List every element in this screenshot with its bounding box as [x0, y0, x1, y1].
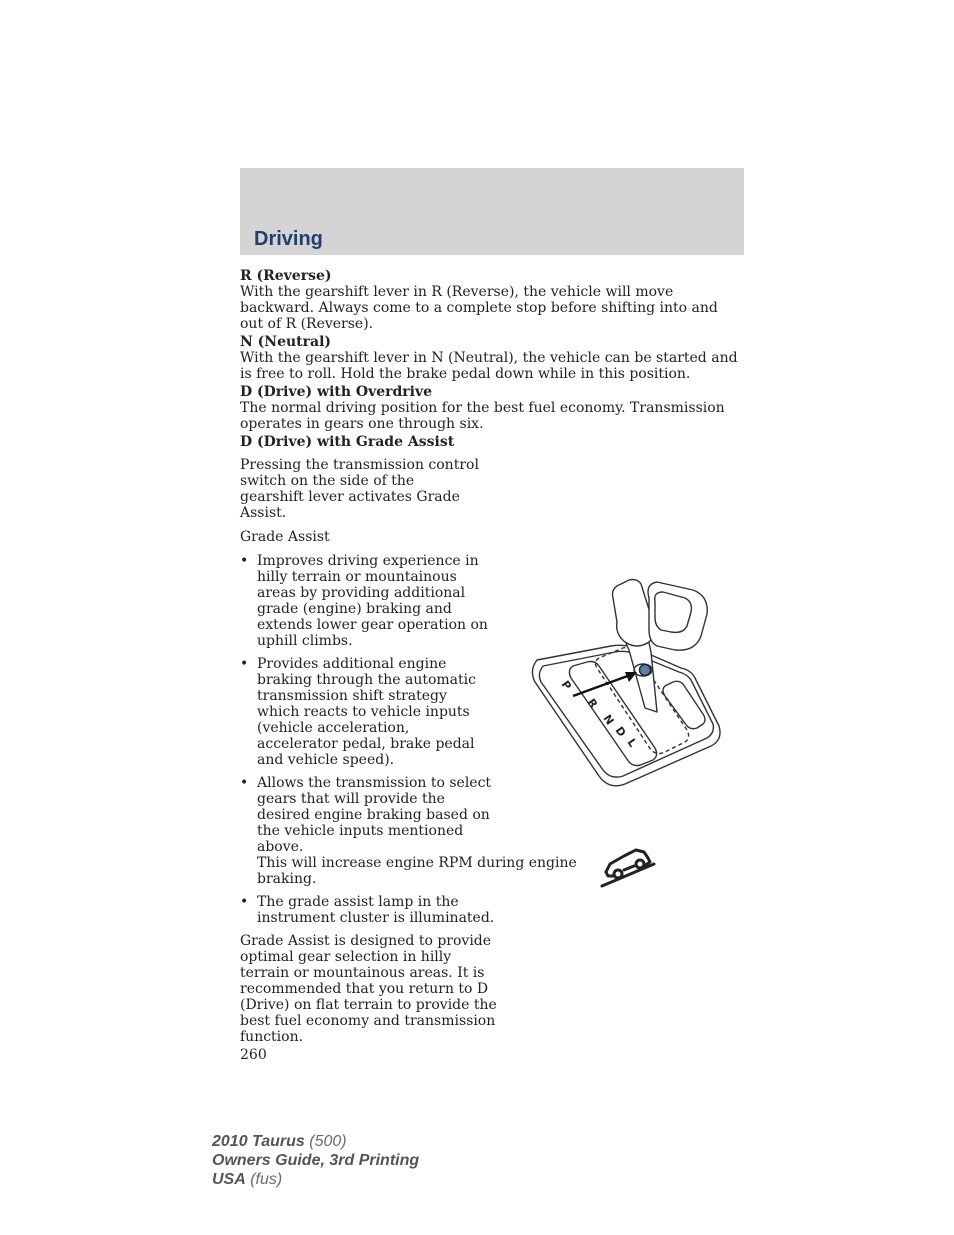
reverse-body: With the gearshift lever in R (Reverse), the vehicle will move backward. Always come to a complete stop before shifting into and out of R (Reverse).: [240, 284, 718, 332]
grade-assist-heading: D (Drive) with Grade Assist: [240, 434, 455, 450]
footer-market: USA: [212, 1171, 246, 1188]
overdrive-heading: D (Drive) with Overdrive: [240, 384, 433, 400]
side-slot: [663, 681, 705, 728]
gear-label: P: [558, 678, 574, 693]
gear-label: L: [624, 736, 640, 750]
grade-assist-lamp-icon: [598, 842, 658, 890]
section-title: Driving: [254, 228, 323, 250]
page-number: 260: [240, 1047, 267, 1063]
bullet-text: Provides additional engine braking through the automatic transmission shift strategy which reacts to vehicle inputs (vehicle acceleration, accelerator pedal, brake pedal and vehicle speed).: [257, 656, 476, 768]
neutral-heading: N (Neutral): [240, 334, 332, 350]
list-item: [240, 553, 497, 649]
neutral-body: With the gearshift lever in N (Neutral), the vehicle can be started and is free to roll. Hold the brake pedal down while in this position.: [240, 350, 738, 382]
page-footer: [212, 1132, 419, 1189]
footer-line-edition: [212, 1151, 419, 1170]
bullet-text-tail: This will increase engine RPM during engine braking.: [257, 855, 577, 887]
bullet-text: Improves driving experience in hilly terrain or mountainous areas by providing additional grade (engine) braking and extends lower gear operation on uphill climbs.: [257, 553, 488, 649]
gear-label: N: [600, 712, 617, 728]
footer-model-code: (500): [304, 1133, 347, 1150]
section-header: [240, 168, 744, 255]
lever-knob: [648, 582, 707, 650]
footer-edition: Owners Guide, 3rd Printing: [212, 1152, 420, 1169]
bullet-icon: •: [240, 656, 249, 672]
list-item: [240, 656, 489, 768]
footer-model: 2010 Taurus: [212, 1133, 305, 1150]
bullet-icon: •: [240, 775, 249, 791]
grade-assist-closing: [240, 933, 740, 1045]
grade-assist-intro: Pressing the transmission control switch on the side of the gearshift lever activates Grade Assist.: [240, 457, 479, 521]
grade-assist-label: Grade Assist: [240, 529, 330, 545]
reverse-heading: R (Reverse): [240, 268, 332, 284]
overdrive-body: The normal driving position for the best fuel economy. Transmission operates in gears one through six.: [240, 400, 725, 432]
bullet-icon: •: [240, 894, 249, 910]
list-item: [240, 894, 502, 926]
gear-label: D: [612, 724, 629, 740]
bullet-text: Allows the transmission to select gears that will provide the desired engine braking based on the vehicle inputs mentioned above.: [257, 775, 492, 855]
footer-line-model: [212, 1132, 419, 1151]
closing-part: Grade Assist is designed to provide optimal gear selection in hilly terrain or mountainous areas. It is recommended that you return to D (Drive) on flat terrain to provide the best fuel economy and transmission function.: [240, 933, 497, 1045]
grade-assist-switch: [640, 665, 651, 676]
footer-market-code: (fus): [245, 1171, 283, 1188]
bullet-icon: •: [240, 553, 249, 569]
footer-line-market: [212, 1170, 419, 1189]
bullet-text: The grade assist lamp in the instrument cluster is illuminated.: [257, 894, 495, 926]
plate-outline: [532, 645, 720, 785]
gear-label: R: [584, 696, 601, 711]
gearshift-illustration: [525, 578, 725, 793]
